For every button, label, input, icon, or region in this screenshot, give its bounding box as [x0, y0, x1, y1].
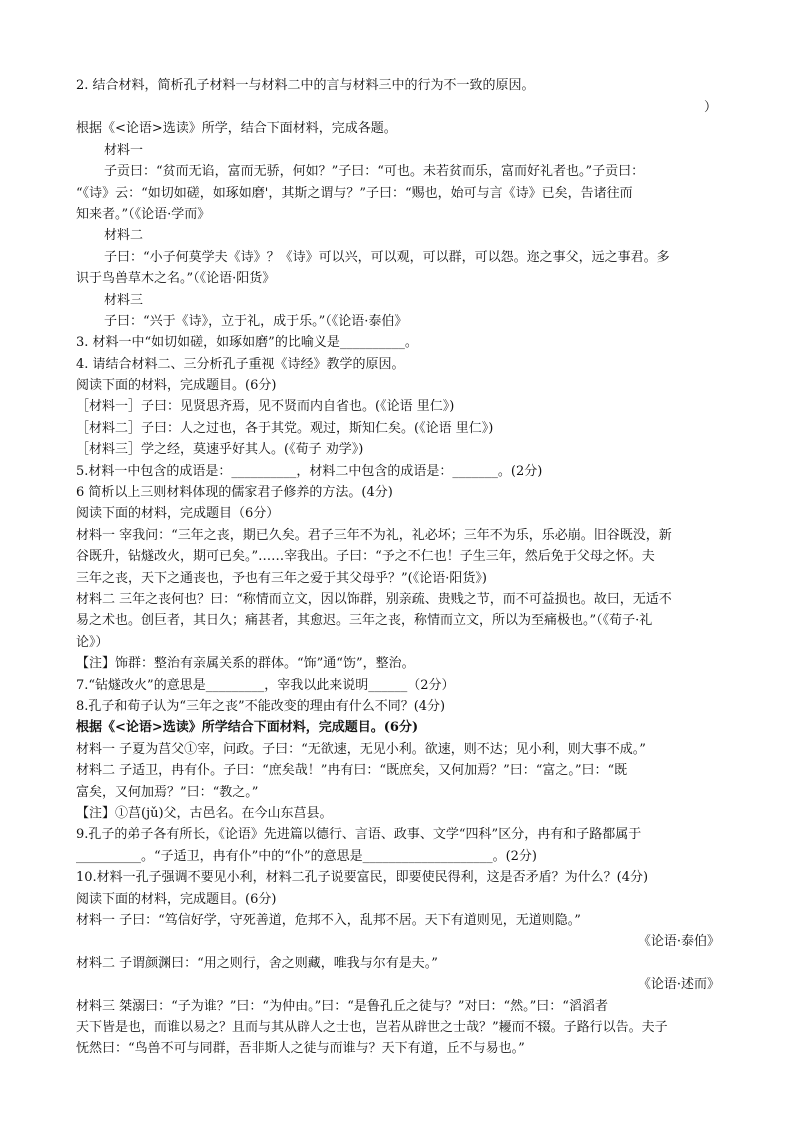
section-4-intro: 根据《<论语>选读》所学结合下面材料，完成题目。(6分) [76, 720, 419, 735]
section-1-material-3-heading: 材料三 [104, 293, 144, 308]
section-2-intro: 阅读下面的材料，完成题目。(6分) [76, 378, 277, 393]
section-4-material-1: 材料一 子夏为莒父①宰，问政。子曰：“无欲速，无见小利。欲速，则不达；见小利，则大事不成。” [76, 742, 646, 757]
question-7: 7.“钻燧改火”的意思是_________，宰我以此来说明______（2分） [76, 678, 455, 693]
section-4-material-2-line: 富矣，又何加焉？”曰：“教之。” [76, 785, 259, 800]
section-1-material-1-line: 子贡曰：“贫而无谄，富而无骄，何如？”子曰：“可也。未若贫而乐，富而好礼者也。”子贡曰： [104, 164, 645, 179]
section-1-material-1-line: “《诗》云：“如切如磋，如琢如磨'，其斯之谓与？”子曰：“赐也，始可与言《诗》已矣，告诸往而 [76, 186, 633, 201]
section-2-material-2: ［材料二］子曰：人之过也，各于其党。观过，斯知仁矣。(《论语 里仁》) [76, 421, 494, 436]
section-5-material-1-source: 《论语·泰伯》 [637, 934, 720, 949]
question-5: 5.材料一中包含的成语是：__________，材料二中包含的成语是：_______。(2分) [76, 464, 543, 479]
section-2-material-1: ［材料一］子曰：见贤思齐焉，见不贤而内自省也。(《论语 里仁》) [76, 399, 455, 414]
section-5-material-2: 材料二 子谓颜渊曰：“用之则行，舍之则藏，唯我与尔有是夫。” [76, 956, 438, 971]
question-6: 6 简析以上三则材料体现的儒家君子修养的方法。(4分) [76, 485, 393, 500]
section-1-material-2-line: 子曰：“小子何莫学夫《诗》？《诗》可以兴，可以观，可以群，可以怨。迩之事父，远之事君。多 [104, 250, 670, 265]
section-3-material-1-line: 三年之丧，天下之通丧也，予也有三年之爱于其父母乎？”(《论语·阳货》) [76, 571, 487, 586]
section-3-intro: 阅读下面的材料，完成题目（6分） [76, 506, 280, 521]
section-3-material-2-line: 材料二 三年之丧何也？曰：“称情而立文，因以饰群，别亲疏、贵贱之节，而不可益损也。故曰，无适不 [76, 592, 672, 607]
section-5-material-1: 材料一 子曰：“笃信好学，守死善道，危邦不入，乱邦不居。天下有道则见，无道则隐。” [76, 913, 581, 928]
question-10: 10.材料一孔子强调不要见小利，材料二孔子说要富民，即要使民得利，这是否矛盾？为什么？(4分) [76, 870, 649, 885]
section-1-intro: 根据《<论语>选读》所学，结合下面材料，完成各题。 [76, 121, 397, 136]
closing-paren: ） [704, 100, 718, 115]
section-5-intro: 阅读下面的材料，完成题目。(6分) [76, 892, 277, 907]
section-3-material-2-line: 论》） [76, 635, 109, 650]
section-1-material-2-heading: 材料二 [104, 228, 144, 243]
question-4: 4. 请结合材料二、三分析孔子重视《诗经》教学的原因。 [76, 357, 405, 372]
section-1-material-1-line: 知来者。”（《论语·学而》 [76, 207, 211, 222]
section-5-material-3-line: 天下皆是也，而谁以易之？且而与其从辟人之士也，岂若从辟世之士哉？”耰而不辍。子路行以告。夫子 [76, 1020, 668, 1035]
section-4-note: 【注】①莒(jǔ)父，古邑名。在今山东莒县。 [76, 806, 333, 821]
section-1-material-3-line: 子曰：“兴于《诗》，立于礼，成于乐。”（《论语·泰伯》 [104, 314, 408, 329]
section-3-note: 【注】饰群：整治有亲属关系的群体。“饰”通“饬”，整治。 [76, 656, 415, 671]
section-3-material-1-line: 材料一 宰我问：“三年之丧，期已久矣。君子三年不为礼，礼必坏；三年不为乐，乐必崩。旧谷既没，新 [76, 528, 672, 543]
section-5-material-3-line: 怃然曰：“鸟兽不可与同群，吾非斯人之徒与而谁与？天下有道，丘不与易也。” [76, 1041, 525, 1056]
section-4-material-2-line: 材料二 子适卫，冉有仆。子曰：“庶矣哉！”冉有曰：“既庶矣，又何加焉？”曰：“富之。”曰：“既 [76, 763, 628, 778]
section-5-material-2-source: 《论语·述而》 [637, 977, 720, 992]
section-3-material-2-line: 易之术也。创巨者，其日久；痛甚者，其愈迟。三年之丧，称情而立文，所以为至痛极也。”（《荀子·礼 [76, 613, 653, 628]
section-2-material-3: ［材料三］学之经，莫速乎好其人。(《荀子 劝学》) [76, 442, 364, 457]
question-9-line: 9.孔子的弟子各有所长，《论语》先进篇以德行、言语、政事、文学“四科”区分，冉有和子路都属于 [76, 827, 642, 842]
section-1-material-1-heading: 材料一 [104, 143, 144, 158]
section-3-material-1-line: 谷既升，钻燧改火，期可已矣。”……宰我出。子曰：“予之不仁也！子生三年，然后免于父母之怀。夫 [76, 549, 655, 564]
question-2: 2. 结合材料，简析孔子材料一与材料二中的言与材料三中的行为不一致的原因。 [76, 78, 535, 93]
question-8: 8.孔子和荀子认为“三年之丧”不能改变的理由有什么不同？(4分) [76, 699, 446, 714]
question-9-line: __________。“子适卫，冉有仆”中的“仆”的意思是____________________。(2分) [76, 849, 537, 864]
question-3: 3. 材料一中“如切如磋，如琢如磨”的比喻义是__________。 [76, 335, 418, 350]
section-1-material-2-line: 识于鸟兽草木之名。”（《论语·阳货》 [76, 271, 276, 286]
section-5-material-3-line: 材料三 桀溺曰：“子为谁？”曰：“为仲由。”曰：“是鲁孔丘之徒与？”对曰：“然。”曰：“滔滔者 [76, 999, 608, 1014]
